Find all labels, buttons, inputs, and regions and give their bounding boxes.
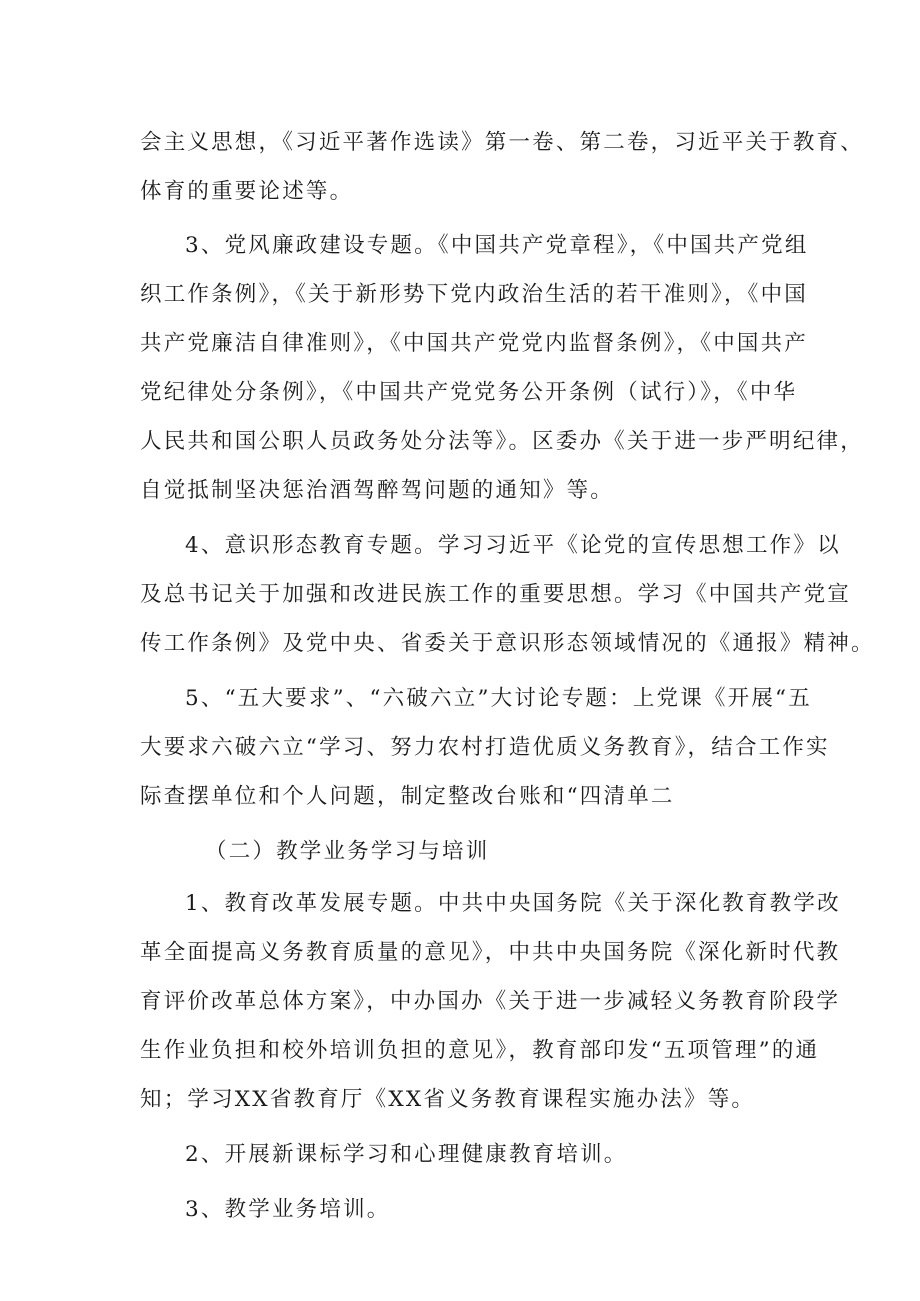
text-line: 生作业负担和校外培训负担的意见》，教育部印发“五项管理”的通 bbox=[140, 1038, 820, 1063]
text-line: 2、开展新课标学习和心理健康教育培训。 bbox=[185, 1142, 628, 1167]
text-line: 4、意识形态教育专题。学习习近平《论党的宣传思想工作》以 bbox=[185, 533, 841, 558]
text-line: 自觉抵制坚决惩治酒驾醉驾问题的通知》等。 bbox=[140, 478, 615, 503]
text-line: 共产党廉洁自律准则》，《中国共产党党内监督条例》，《中国共产 bbox=[140, 331, 809, 356]
text-line: 1、教育改革发展专题。中共中央国务院《关于深化教育教学改 bbox=[185, 891, 841, 916]
text-line: 知；学习XX省教育厅《XX省义务教育课程实施办法》等。 bbox=[140, 1087, 756, 1112]
text-line: 织工作条例》，《关于新形势下党内政治生活的若干准则》，《中国 bbox=[140, 282, 809, 307]
text-line: 人民共和国公职人员政务处分法等》。区委办《关于进一步严明纪律， bbox=[140, 429, 864, 454]
section-heading: （二）教学业务学习与培训 bbox=[205, 839, 490, 864]
text-line: 3、党风廉政建设专题。《中国共产党章程》，《中国共产党组 bbox=[185, 233, 809, 258]
text-line: 5、“五大要求”、“六破六立”大讨论专题：上党课《开展“五 bbox=[185, 686, 812, 711]
text-line: 际查摆单位和个人问题，制定整改台账和“四清单二 bbox=[140, 784, 675, 809]
text-line: 革全面提高义务教育质量的意见》，中共中央国务院《深化新时代教 bbox=[140, 940, 841, 965]
text-line: 党纪律处分条例》，《中国共产党党务公开条例（试行）》，《中华 bbox=[140, 380, 798, 405]
text-line: 大要求六破六立“学习、努力农村打造优质义务教育》，结合工作实 bbox=[140, 735, 830, 760]
text-line: 3、教学业务培训。 bbox=[185, 1197, 391, 1222]
text-line: 传工作条例》及党中央、省委关于意识形态领域情况的《通报》精神。 bbox=[140, 631, 875, 656]
text-line: 会主义思想，《习近平著作选读》第一卷、第二卷，习近平关于教育、 bbox=[140, 130, 864, 155]
text-line: 体育的重要论述等。 bbox=[140, 179, 354, 204]
text-line: 及总书记关于加强和改进民族工作的重要思想。学习《中国共产党宣 bbox=[140, 582, 852, 607]
text-line: 育评价改革总体方案》，中办国办《关于进一步减轻义务教育阶段学 bbox=[140, 989, 841, 1014]
